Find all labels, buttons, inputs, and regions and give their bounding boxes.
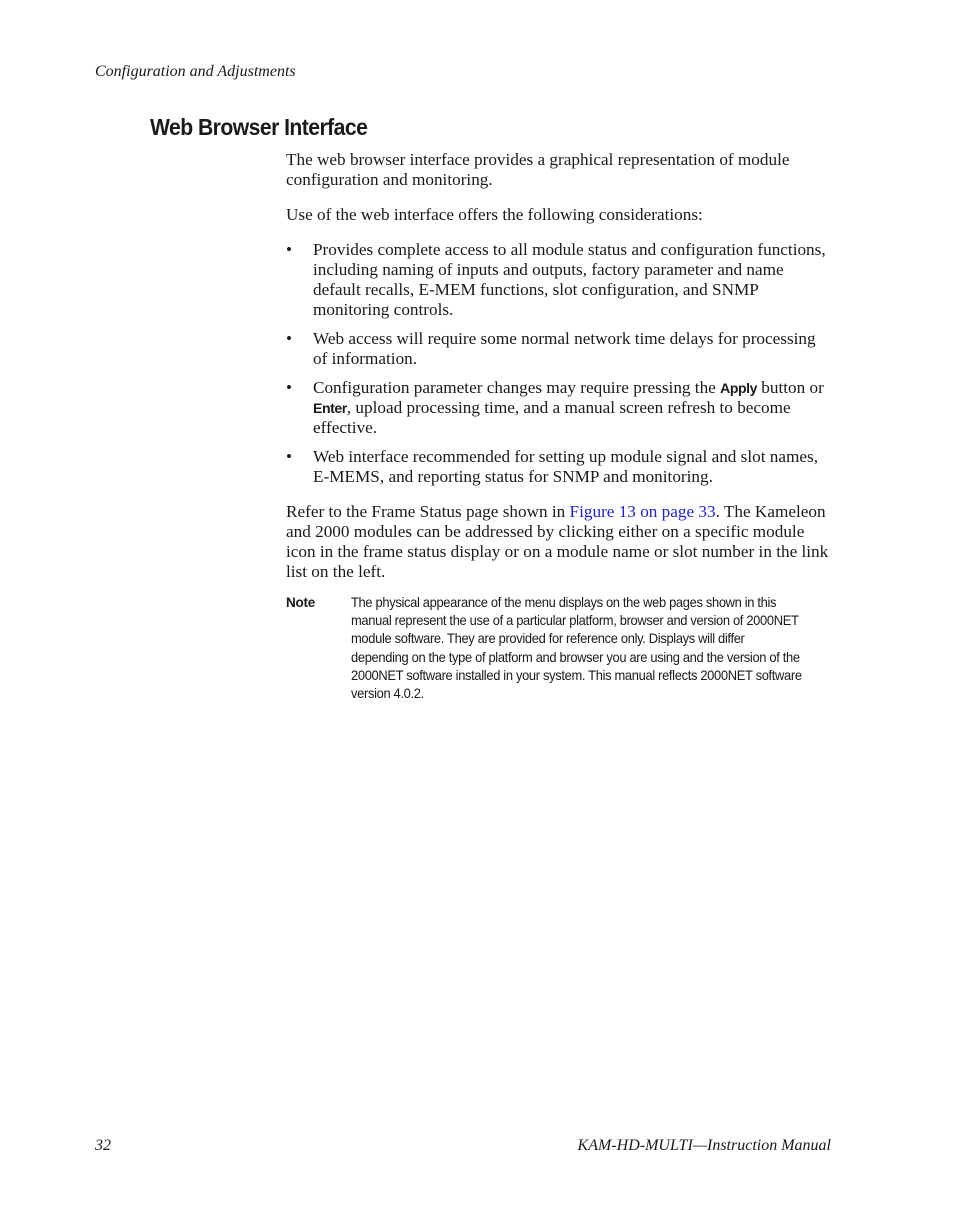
note-label: Note <box>286 595 316 610</box>
list-item-text: Provides complete access to all module status and configuration functions, including naming of inputs and outputs, factory parameter and name default recalls, E-MEM functions, slot configuration, and SNMP monitoring controls. <box>313 240 826 319</box>
page-number: 32 <box>95 1137 111 1154</box>
bullet-icon: • <box>286 329 293 348</box>
intro-paragraph: The web browser interface provides a graphical representation of module configuration and monitoring. <box>286 150 790 189</box>
section-body <box>286 150 832 597</box>
list-item <box>286 378 832 438</box>
section-title: Web Browser Interface <box>150 114 368 140</box>
refer-text-pre: Refer to the Frame Status page shown in <box>286 502 570 521</box>
list-item-text-pre: Configuration parameter changes may require pressing the <box>313 378 721 397</box>
bullet-icon: • <box>286 447 293 466</box>
lead-in-paragraph: Use of the web interface offers the following considerations: <box>286 205 703 224</box>
bullet-icon: • <box>286 378 293 397</box>
figure-13-link[interactable]: Figure 13 on page 33 <box>569 502 716 521</box>
running-header: Configuration and Adjustments <box>95 63 296 80</box>
considerations-list <box>286 240 832 487</box>
list-item-text-mid: button or <box>757 378 824 397</box>
apply-button-term: Apply <box>720 380 757 396</box>
list-item <box>286 240 832 320</box>
list-item <box>286 447 832 487</box>
list-item <box>286 329 832 369</box>
note-text: The physical appearance of the menu displays on the web pages shown in this manual represent the use of a particular platform, browser and version of 2000NET module software. They are provided for reference only. Displays will differ depending on the type of platform and browser you are using and the version of the 2000NET software installed in your system. This manual reflects 2000NET software version 4.0.2. <box>351 595 802 702</box>
list-item-text: Web access will require some normal network time delays for processing of information. <box>313 329 816 368</box>
enter-button-term: Enter <box>313 400 347 416</box>
refer-text-post: . The Kameleon and 2000 modules can be addressed by clicking either on a specific module icon in the frame status display or on a module name or slot number in the link list on the left. <box>286 502 829 581</box>
footer-doc-title: KAM-HD-MULTI—Instruction Manual <box>577 1137 831 1154</box>
list-item-text-post: , upload processing time, and a manual screen refresh to become effective. <box>313 398 791 437</box>
note-block <box>286 594 806 703</box>
list-item-text: Web interface recommended for setting up module signal and slot names, E-MEMS, and reporting status for SNMP and monitoring. <box>313 447 819 486</box>
bullet-icon: • <box>286 240 293 259</box>
refer-paragraph <box>286 502 832 582</box>
